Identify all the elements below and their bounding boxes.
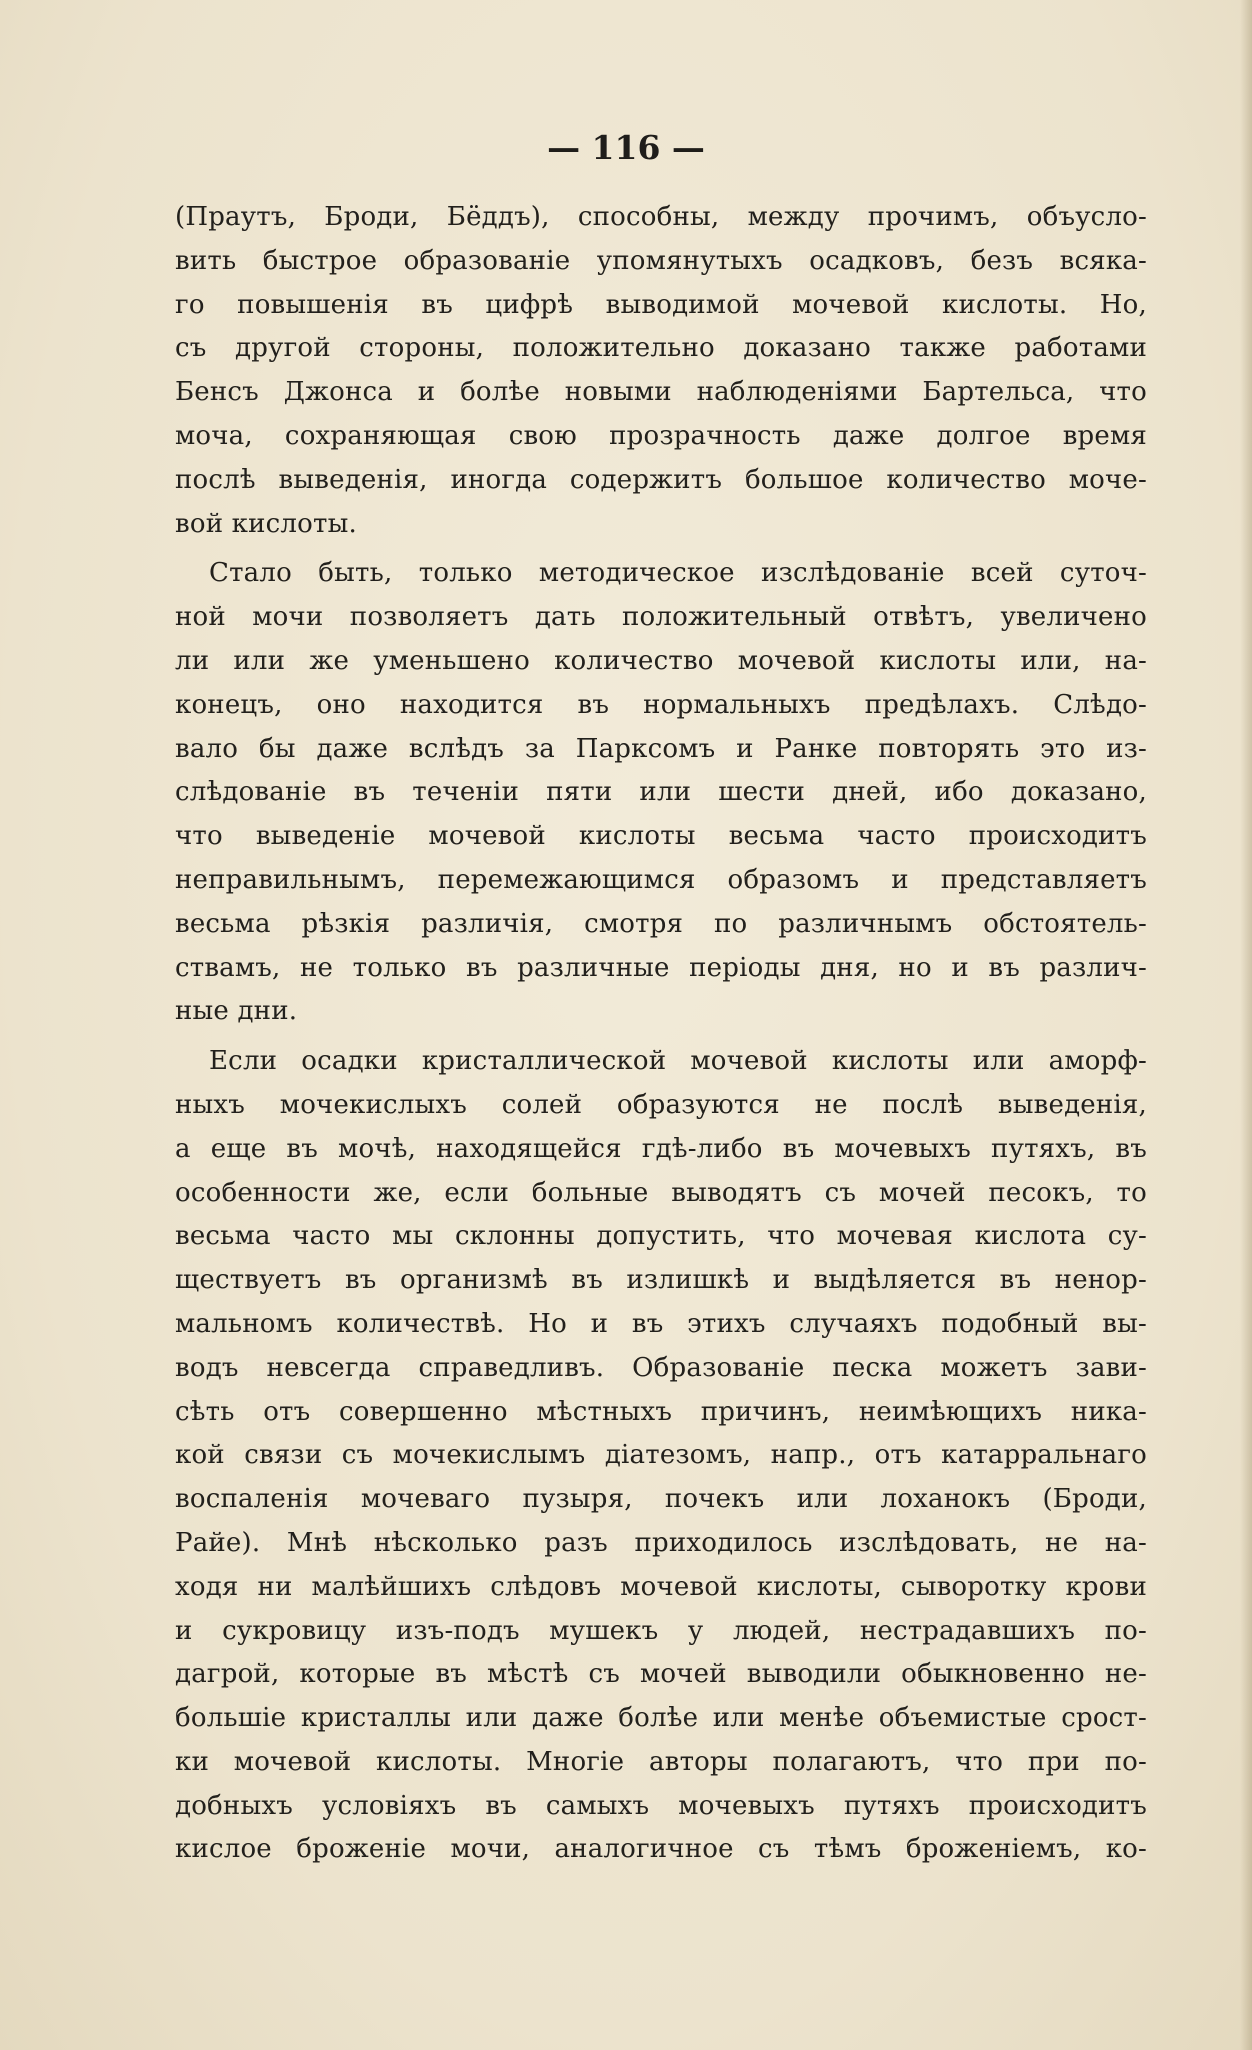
text-line: а еще въ мочѣ, находящейся гдѣ-либо въ мочевыхъ путяхъ, въ (175, 1133, 1147, 1164)
text-line: что выведеніе мочевой кислоты весьма часто происходитъ (175, 821, 1147, 852)
text-line: кислое броженіе мочи, аналогичное съ тѣмъ броженіемъ, ко- (175, 1834, 1147, 1865)
text-line: мальномъ количествѣ. Но и въ этихъ случаяхъ подобный вы- (175, 1308, 1147, 1339)
text-line: неправильнымъ, перемежающимся образомъ и представляетъ (175, 864, 1147, 895)
text-line: ствамъ, не только въ различные періоды дня, но и въ различ- (175, 952, 1147, 983)
text-line: особенности же, если больные выводятъ съ мочей песокъ, то (175, 1177, 1147, 1208)
text-line: слѣдованіе въ теченіи пяти или шести дней, ибо доказано, (175, 777, 1147, 808)
text-line: го повышенія въ цифрѣ выводимой мочевой кислоты. Но, (175, 289, 1147, 320)
text-line: водъ невсегда справедливъ. Образованіе песка можетъ зави- (175, 1352, 1147, 1383)
text-line: ходя ни малѣйшихъ слѣдовъ мочевой кислоты, сыворотку крови (175, 1571, 1147, 1602)
paragraph-1 (175, 196, 1147, 546)
page-number: — 116 — (547, 128, 705, 167)
text-line: весьма часто мы склонны допустить, что мочевая кислота су- (175, 1221, 1147, 1252)
text-line: весьма рѣзкія различія, смотря по различнымъ обстоятель- (175, 908, 1147, 939)
text-line: сѣть отъ совершенно мѣстныхъ причинъ, неимѣющихъ ника- (175, 1396, 1147, 1427)
text-line: Бенсъ Джонса и болѣе новыми наблюденіями Бартельса, что (175, 377, 1147, 408)
text-line: ли или же уменьшено количество мочевой кислоты или, на- (175, 645, 1147, 676)
text-line: вой кислоты. (175, 508, 357, 539)
text-line: вить быстрое образованіе упомянутыхъ осадковъ, безъ всяка- (175, 245, 1147, 276)
text-line: воспаленія мочеваго пузыря, почекъ или лоханокъ (Броди, (175, 1484, 1147, 1515)
text-line: большіе кристаллы или даже болѣе или менѣе объемистые срост- (175, 1703, 1147, 1734)
text-line: Райе). Мнѣ нѣсколько разъ приходилось изслѣдовать, не на- (175, 1527, 1147, 1558)
text-line: (Праутъ, Броди, Бёддъ), способны, между прочимъ, объусло- (175, 202, 1147, 232)
text-line: ной мочи позволяетъ дать положительный отвѣтъ, увеличено (175, 602, 1147, 633)
text-line: Стало быть, только методическое изслѣдованіе всей суточ- (209, 558, 1147, 589)
body-text (175, 196, 1147, 1872)
text-line: ные дни. (175, 996, 298, 1027)
text-line: Если осадки кристаллической мочевой кислоты или аморф- (209, 1046, 1147, 1077)
text-line: добныхъ условіяхъ въ самыхъ мочевыхъ путяхъ происходитъ (175, 1790, 1147, 1821)
text-line: ки мочевой кислоты. Многіе авторы полагаютъ, что при по- (175, 1746, 1147, 1777)
text-line: конецъ, оно находится въ нормальныхъ предѣлахъ. Слѣдо- (175, 689, 1147, 720)
text-line: съ другой стороны, положительно доказано также работами (175, 333, 1147, 364)
text-line: и сукровицу изъ-подъ мушекъ у людей, нестрадавшихъ по- (175, 1615, 1147, 1646)
page-edge-shadow (1240, 0, 1252, 2050)
text-line: ныхъ мочекислыхъ солей образуются не послѣ выведенія, (175, 1089, 1147, 1120)
paragraph-3 (175, 1040, 1147, 1872)
paragraph-2 (175, 552, 1147, 1034)
text-line: дагрой, которые въ мѣстѣ съ мочей выводили обыкновенно не- (175, 1659, 1147, 1690)
text-line: вало бы даже вслѣдъ за Парксомъ и Ранке повторять это из- (175, 733, 1147, 764)
text-line: кой связи съ мочекислымъ діатезомъ, напр., отъ катарральнаго (175, 1440, 1147, 1471)
text-line: ществуетъ въ организмѣ въ излишкѣ и выдѣляется въ ненор- (175, 1265, 1147, 1296)
text-line: моча, сохраняющая свою прозрачность даже долгое время (175, 420, 1147, 451)
text-line: послѣ выведенія, иногда содержитъ большое количество моче- (175, 464, 1147, 495)
